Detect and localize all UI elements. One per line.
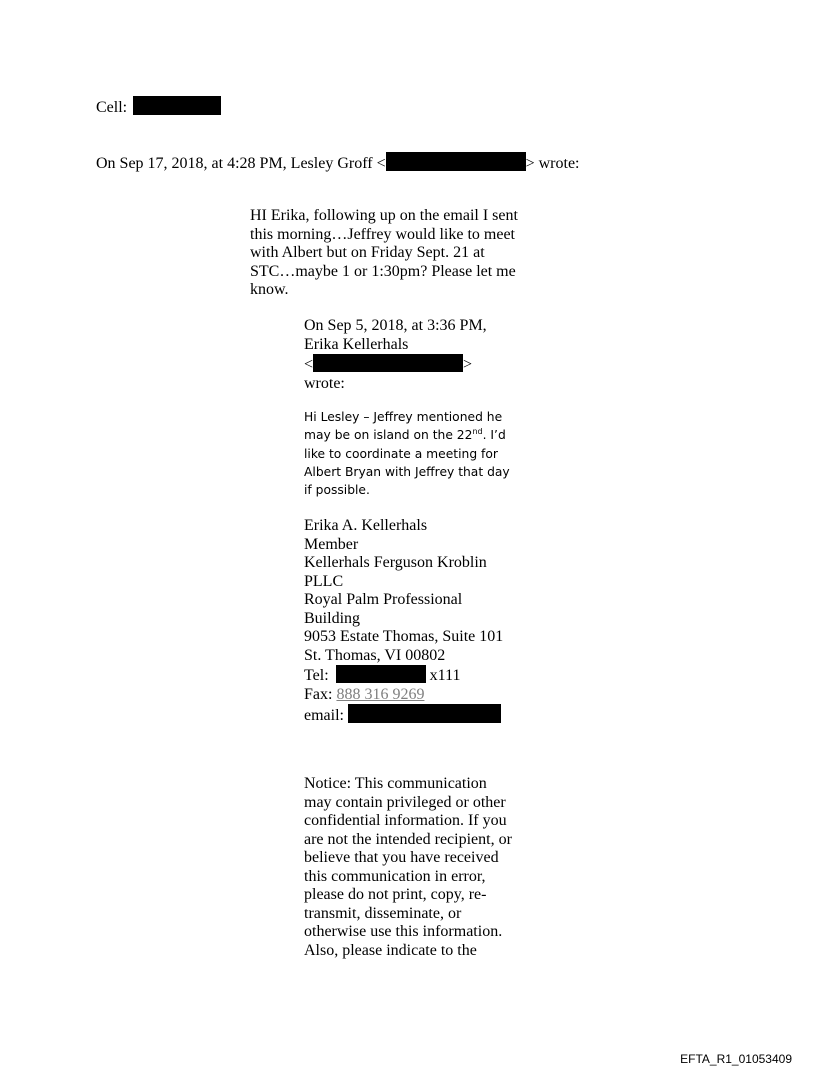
signature-line: 9053 Estate Thomas, Suite 101: [304, 628, 504, 645]
tel-line: [304, 665, 544, 686]
email-line: [304, 704, 544, 726]
notice-line: confidential information. If you: [304, 812, 507, 829]
open-bracket: <: [304, 356, 314, 373]
email-redaction: [348, 704, 501, 723]
email-label: email:: [304, 707, 344, 724]
quoted-header-date: On Sep 5, 2018, at 3:36 PM,: [304, 317, 487, 334]
notice-line: this communication in error,: [304, 867, 486, 885]
message-line: [304, 426, 544, 444]
quoted-header-email: [304, 354, 544, 375]
notice-line: may contain privileged or other: [304, 793, 506, 811]
signature-line: Erika A. Kellerhals: [304, 517, 428, 534]
signature-line: Member: [304, 535, 359, 553]
message-text: may be on island on the 22: [304, 428, 473, 443]
kellerhals-message: [304, 408, 544, 499]
tel-label: Tel:: [304, 667, 329, 684]
quoted-email-redaction: [313, 354, 463, 372]
ordinal-suffix: nd: [472, 427, 483, 437]
fax-number-link[interactable]: 888 316 9269: [336, 685, 425, 703]
fax-line: [304, 686, 544, 705]
signature-line: St. Thomas, VI 00802: [304, 646, 446, 664]
message-line: this morning…Jeffrey would like to meet: [250, 225, 515, 243]
document-id: EFTA_R1_01053409: [680, 1052, 792, 1066]
cell-line: [96, 96, 221, 118]
reply-header-prefix: On Sep 17, 2018, at 4:28 PM, Lesley Groff <: [96, 155, 386, 172]
signature-line: Building: [304, 609, 361, 627]
close-bracket: >: [463, 356, 473, 373]
cell-redaction: [133, 96, 221, 115]
message-line: know.: [250, 281, 289, 298]
notice-line: Notice: This communication: [304, 775, 487, 792]
notice-line: are not the intended recipient, or: [304, 830, 512, 848]
confidentiality-notice: [304, 775, 544, 960]
notice-line: believe that you have received: [304, 849, 499, 866]
signature-line: PLLC: [304, 572, 344, 590]
reply-header-suffix: > wrote:: [525, 155, 580, 172]
message-line: HI Erika, following up on the email I sent: [250, 207, 518, 224]
groff-message: [250, 207, 550, 300]
message-line: Albert Bryan with Jeffrey that day: [304, 464, 510, 479]
message-line: like to coordinate a meeting for: [304, 446, 498, 461]
notice-line: transmit, disseminate, or: [304, 904, 462, 922]
quoted-header-sender: Erika Kellerhals: [304, 335, 409, 353]
cell-label: Cell:: [96, 99, 128, 116]
notice-line: please do not print, copy, re-: [304, 886, 487, 903]
signature-line: Royal Palm Professional: [304, 591, 463, 608]
sender-email-redaction: [386, 152, 526, 171]
reply-header: [96, 152, 580, 174]
quoted-header-wrote: wrote:: [304, 374, 345, 392]
notice-line: otherwise use this information.: [304, 923, 503, 940]
notice-line: Also, please indicate to the: [304, 941, 477, 959]
signature-block: [304, 517, 544, 726]
message-line: if possible.: [304, 483, 370, 498]
tel-redaction: [336, 665, 426, 683]
message-line: STC…maybe 1 or 1:30pm? Please let me: [250, 262, 516, 280]
message-text: . I’d: [482, 428, 506, 443]
tel-extension: x111: [429, 667, 461, 684]
signature-line: Kellerhals Ferguson Kroblin: [304, 554, 487, 571]
quoted-header: [304, 317, 544, 393]
message-line: Hi Lesley – Jeffrey mentioned he: [304, 410, 503, 424]
message-line: with Albert but on Friday Sept. 21 at: [250, 244, 485, 261]
fax-label: Fax:: [304, 685, 333, 703]
